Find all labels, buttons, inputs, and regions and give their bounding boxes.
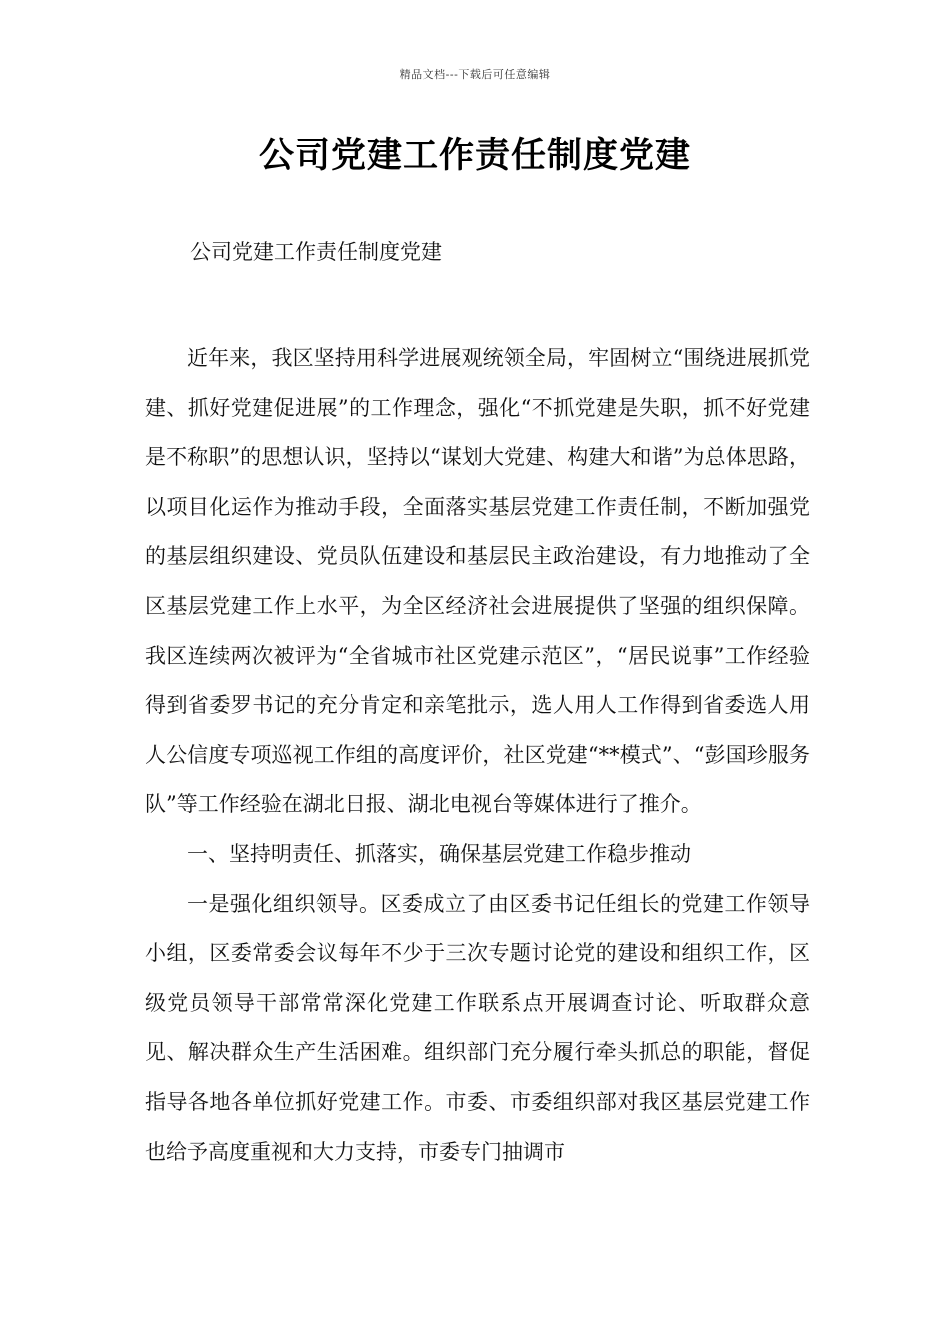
header-note: 精品文档---下载后可任意编辑 (399, 68, 551, 81)
paragraph-organization: 一是强化组织领导。区委成立了由区委书记任组长的党建工作领导小组，区委常委会议每年不少于三次专题讨论党的建设和组织工作，区级党员领导干部常常深化党建工作联系点开展调查讨论、听取群众意见、解决群众生产生活困难。组织部门充分履行牵头抓总的职能，督促指导各地各单位抓好党建工作。市委、市委组织部对我区基层党建工作也给予高度重视和大力支持，市委专门抽调市 (145, 891, 810, 1164)
section-heading: 一、坚持明责任、抓落实，确保基层党建工作稳步推动 (187, 841, 691, 866)
paragraph-intro: 近年来，我区坚持用科学进展观统领全局，牢固树立“围绕进展抓党建、抓好党建促进展”的工作理念，强化“不抓党建是失职，抓不好党建是不称职”的思想认识，坚持以“谋划大党建、构建大和谐”为总体思路，以项目化运作为推动手段，全面落实基层党建工作责任制，不断加强党的基层组织建设、党员队伍建设和基层民主政治建设，有力地推动了全区基层党建工作上水平，为全区经济社会进展提供了坚强的组织保障。我区连续两次被评为“全省城市社区党建示范区”，“居民说事”工作经验得到省委罗书记的充分肯定和亲笔批示，选人用人工作得到省委选人用人公信度专项巡视工作组的高度评价，社区党建“**模式”、“彭国珍服务队”等工作经验在湖北日报、湖北电视台等媒体进行了推介。 (145, 346, 810, 817)
document-body (145, 334, 810, 1177)
document-subtitle: 公司党建工作责任制度党建 (190, 240, 442, 264)
document-title: 公司党建工作责任制度党建 (258, 135, 691, 176)
